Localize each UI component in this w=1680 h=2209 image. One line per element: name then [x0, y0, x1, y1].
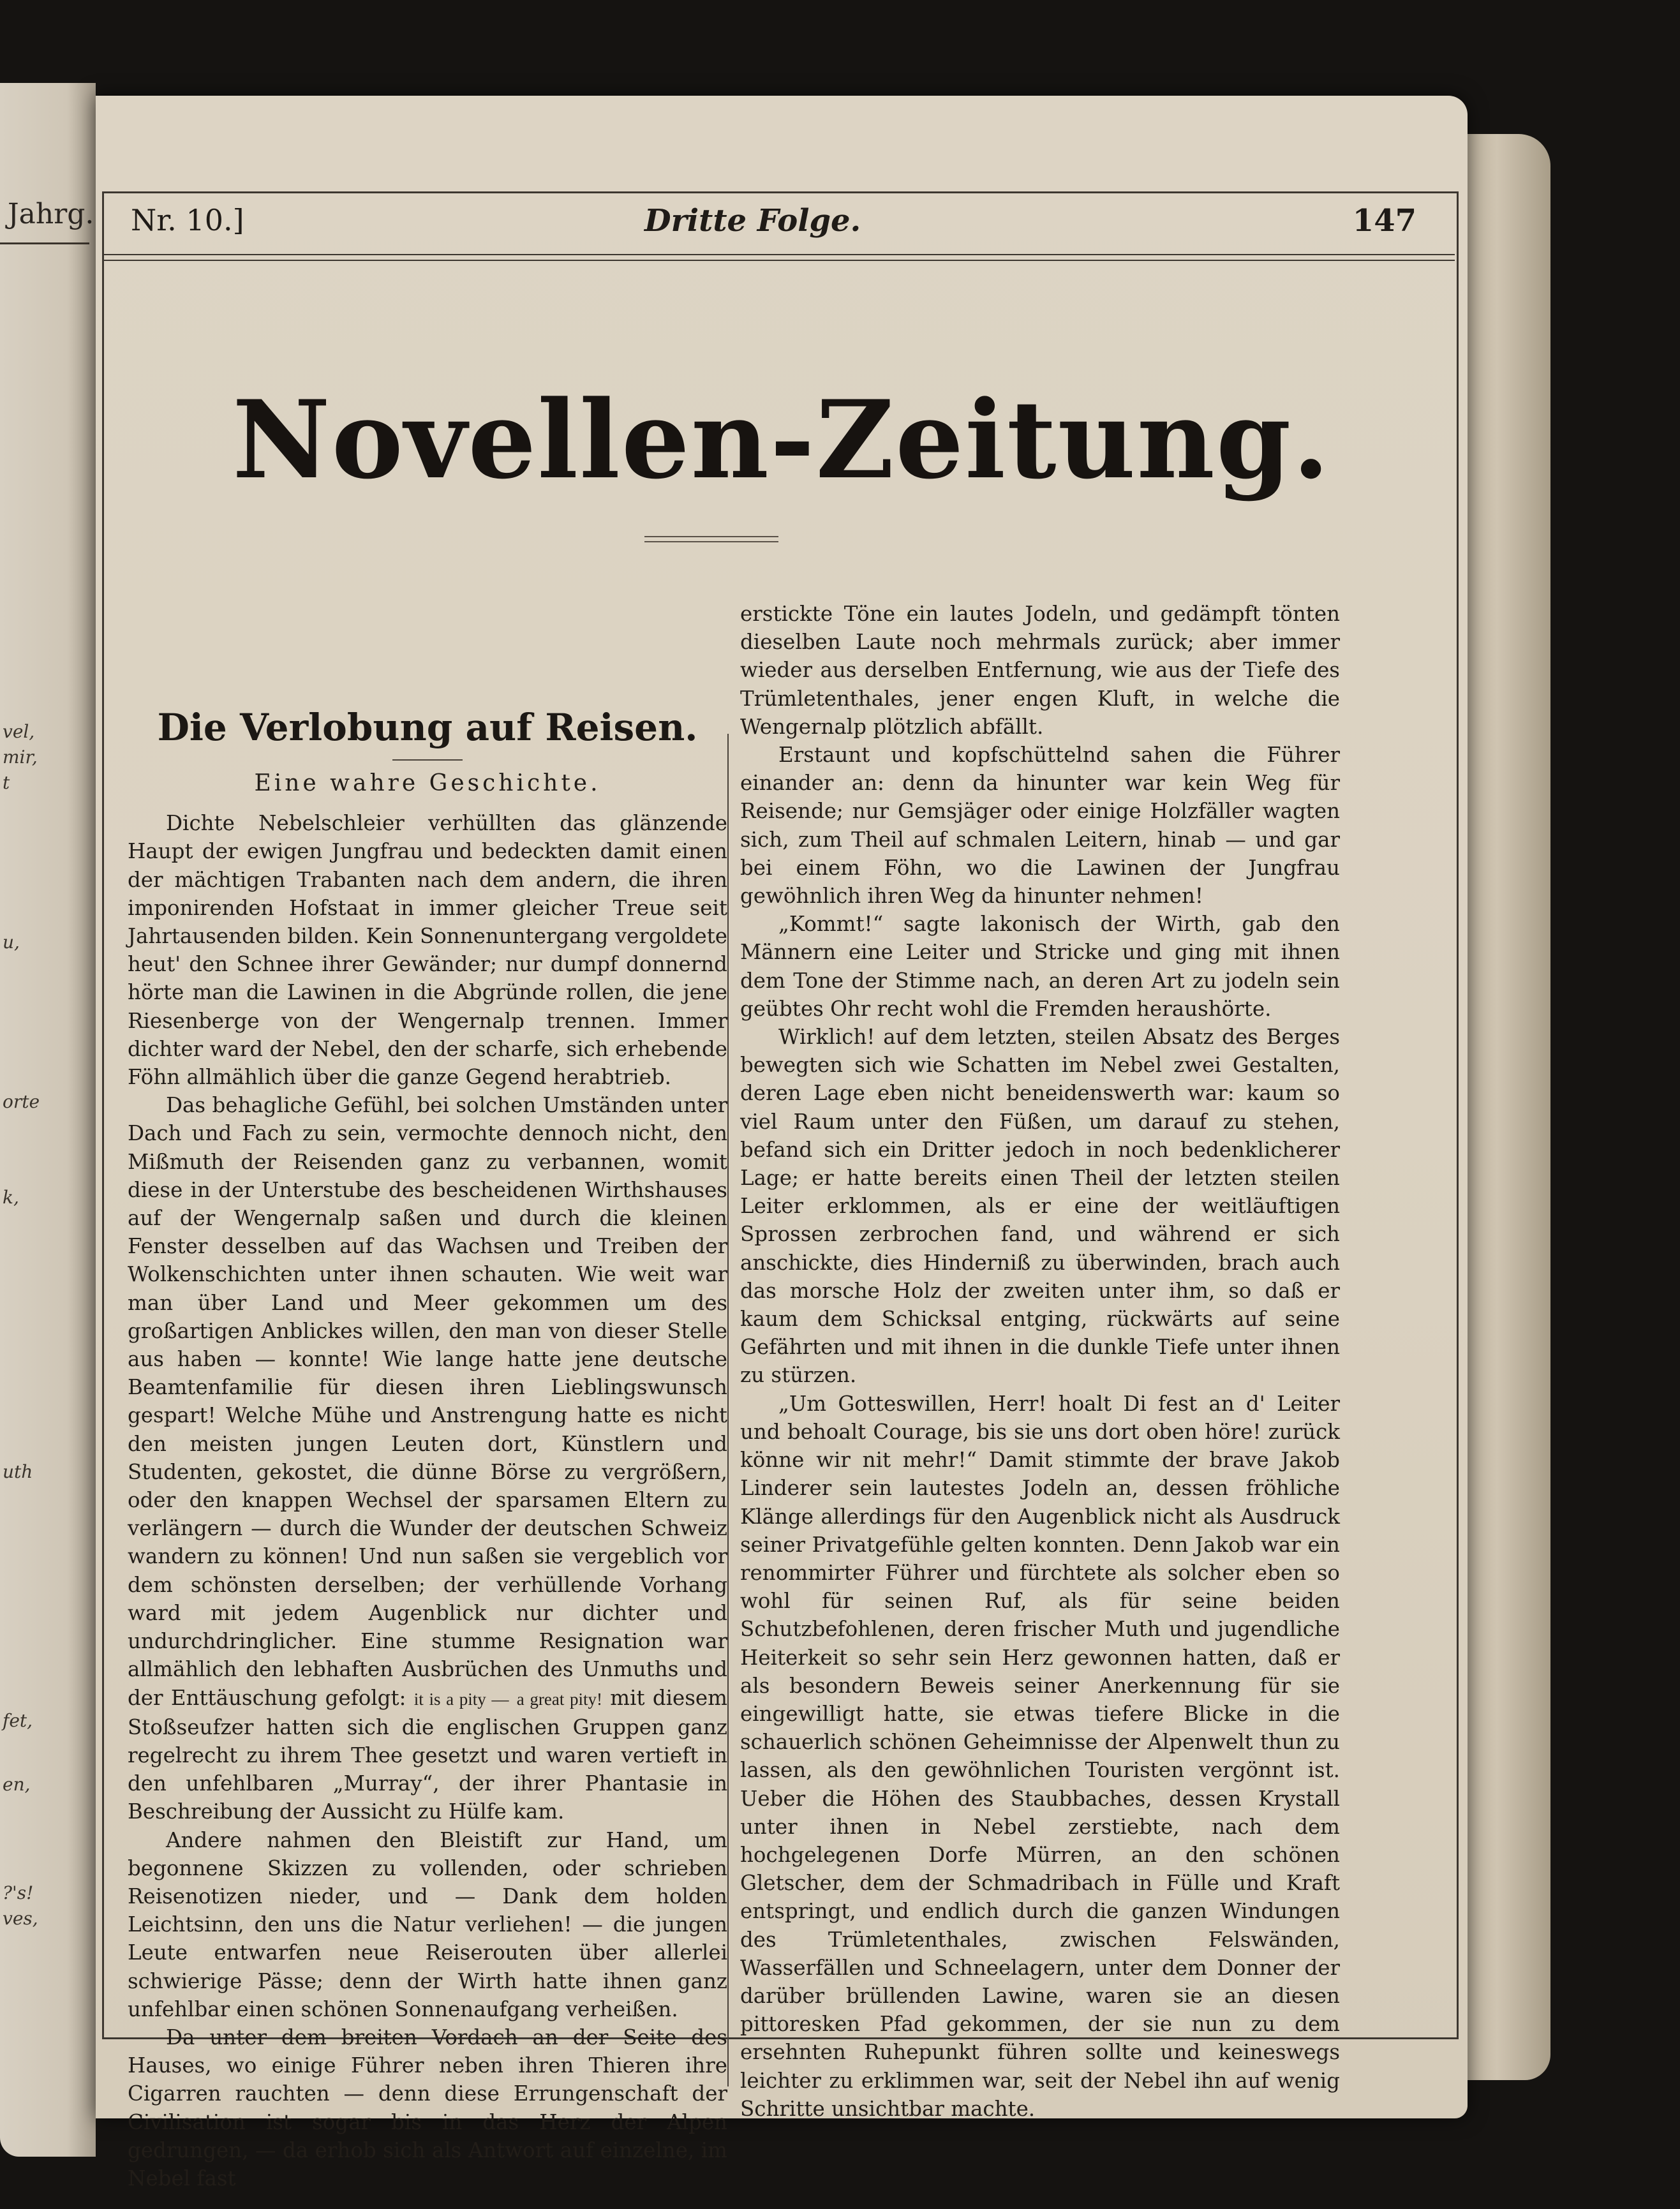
paragraph-text: Das behagliche Gefühl, bei solchen Umständen unter Dach und Fach zu sein, vermochte dennoch nicht, den Mißmuth der Reisenden ganz zu verbannen, womit diese in der Unterstube des bescheidenen Wirthshauses auf der Wengernalp saßen und durch die kleinen Fenster desselben auf das Wachsen und Treiben der Wolkenschichten unter ihnen schauten. Wie weit war man über Land und Meer gekommen um des großartigen Anblickes willen, den man von dieser Stelle aus haben — konnte! Wie lange hatte jene deutsche Beamtenfamilie für diesen ihren Lieblingswunsch gespart! Welche Mühe und Anstrengung hatte es nicht den meisten jungen Leuten dort, Künstlern und Studenten, gekostet, die dünne Börse zu vergrößern, oder den knappen Wechsel der sparsamen Eltern zu verlängern — durch die Wunder der deutschen Schweiz wandern zu können! Und nun saßen sie vergeblich vor dem schönsten derselben; der verhüllende Vorhang ward mit jedem Augenblick nur dichter und undurchdringlicher. Eine stumme Resignation war allmählich den lebhaften Ausbrüchen des Unmuths und der Enttäuschung gefolgt:	[128, 1093, 727, 1710]
series-label: Dritte Folge.	[644, 203, 861, 239]
paragraph: Da unter dem breiten Vordach an der Seite des Hauses, wo einige Führer neben ihren Thieren ihre Cigarren rauchten — denn diese Errungenschaft der Civilisation ist sogar bis in das Herz der Alpen gedrungen, — da erhob sich als Antwort auf einzelne, im Nebel fast	[128, 2025, 727, 2190]
header-rule	[102, 254, 1455, 261]
title-rule	[392, 759, 463, 761]
left-page-fragment: u,	[3, 932, 20, 953]
article-column-left	[128, 593, 727, 2192]
article-subtitle: Eine wahre Geschichte.	[254, 770, 601, 796]
masthead-title: Novellen-Zeitung.	[232, 376, 1331, 503]
paragraph-text: mit diesem Stoßseufzer hatten sich die englischen Gruppen ganz regelrecht zu ihrem Thee gesetzt und waren vertieft in den unfehlbaren „Murray“, der ihrer Phantasie in Beschreibung der Aussicht zu Hülfe kam.	[128, 1685, 727, 1824]
left-page-rule	[0, 242, 89, 244]
left-page-fragment: k,	[3, 1187, 19, 1208]
left-page-edge	[0, 83, 96, 2157]
paragraph: „Kommt!“ sagte lakonisch der Wirth, gab den Männern eine Leiter und Stricke und ging mit ihnen dem Tone der Stimme nach, an deren Art zu jodeln sein geübtes Ohr recht wohl die Fremden heraushörte.	[740, 912, 1340, 1021]
paragraph: Andere nahmen den Bleistift zur Hand, um begonnene Skizzen zu vollenden, oder schrieben Reisenotizen nieder, und — Dank dem holden Leichtsinn, den uns die Natur verliehen! — die jungen Leute entwarfen neue Reiserouten über allerlei schwierige Pässe; denn der Wirth hatte ihnen ganz unfehlbar einen schönen Sonnenaufgang verheißen.	[128, 1827, 727, 2021]
paragraph: Wirklich! auf dem letzten, steilen Absatz des Berges bewegten sich wie Schatten im Nebel zwei Gestalten, deren Lage eben nicht beneidenswerth war: kaum so viel Raum unter den Füßen, um darauf zu stehen, befand sich ein Dritter jedoch in noch bedenklicherer Lage; er hatte bereits einen Theil der letzten steilen Leiter erklommen, als er eine der weitläuftigen Sprossen zerbrochen fand, und während er sich anschickte, dies Hinderniß zu überwinden, brach auch das morsche Holz der zweiten unter ihm, so daß er kaum dem Schicksal entging, rückwärts auf seine Gefährten und mit ihnen in die dunkle Tiefe unter ihnen zu stürzen.	[740, 1025, 1340, 1388]
paragraph	[128, 1091, 727, 1826]
left-page-fragment: mir,	[3, 747, 38, 768]
page-number: 147	[1352, 203, 1416, 239]
left-page-fragment: ?'s!	[3, 1882, 34, 1903]
masthead-rule	[644, 536, 778, 542]
issue-number: Nr. 10.]	[131, 203, 244, 237]
running-header	[102, 198, 1455, 249]
left-page-fragment: ves,	[3, 1908, 38, 1929]
article-column-right	[740, 600, 1340, 2123]
paragraph: „Um Gotteswillen, Herr! hoalt Di fest an d' Leiter und behoalt Courage, bis sie uns dort oben höre! zurück könne wir nit mehr!“ Damit stimmte der brave Jakob Linderer sein lautestes Jodeln an, dessen fröhliche Klänge allerdings für den Augenblick nicht als Ausdruck seiner Privatgefühle gelten konnten. Denn Jakob war ein renommirter Führer und fürchtete als solcher eben so wohl für seinen Ruf, als für seine beiden Schutzbefohlenen, deren frischer Muth und jugendliche Heiterkeit so sehr sein Herz gewonnen hatten, daß er als besondern Beweis seiner Anerkennung für sie eingewilligt hatte, sie etwas tiefere Blicke in die schauerlich schönen Geheimnisse der Alpenwelt thun zu lassen, als den gewöhnlichen Touristen vergönnt ist. Ueber die Höhen des Staubbaches, dessen Krystall unter ihnen in Nebel zerstiebte, nach dem hochgelegenen Dorfe Mürren, an den schönen Gletscher, dem der Schmadribach in Fülle und Kraft entspringt, und endlich durch die ganzen Windungen des Trümletenthales, zwischen Felswänden, Wasserfällen und Schneelagern, unter dem Donner der darüber brüllenden Lawine, waren sie an diesen pittoresken Pfad gekommen, der sie nun zu dem ersehnten Ruhepunkt führen sollte und keineswegs leichter zu erklimmen war, seit der Nebel ihn auf wenig Schritte unsichtbar machte.	[740, 1391, 1340, 2121]
english-quote: a great pity!	[516, 1689, 603, 1709]
left-page-fragment: en,	[3, 1774, 31, 1795]
left-page-fragment: fet,	[3, 1710, 33, 1731]
left-page-fragment: vel,	[3, 721, 35, 742]
paragraph: Erstaunt und kopfschüttelnd sahen die Führer einander an: denn da hinunter war kein Weg für Reisende; nur Gemsjäger oder einige Holzfäller wagten sich, zum Theil auf schmalen Leitern, hinab — und gar bei einem Föhn, wo die Lawinen der Jungfrau gewöhnlich ihren Weg da hinunter nehmen!	[740, 743, 1340, 909]
page-stack-edge	[1461, 134, 1550, 2080]
column-divider	[727, 734, 729, 2086]
left-page-header: Jahrg.	[8, 198, 94, 230]
paragraph: erstickte Töne ein lautes Jodeln, und gedämpft tönten dieselben Laute noch mehrmals zurück; aber immer wieder aus derselben Entfernung, wie aus der Tiefe des Trümletenthales, jener engen Kluft, in welche die Wengernalp plötzlich abfällt.	[740, 602, 1340, 739]
left-page-fragment: orte	[3, 1091, 40, 1112]
paragraph: Dichte Nebelschleier verhüllten das glänzende Haupt der ewigen Jungfrau und bedeckten damit einen der mächtigen Trabanten nach dem andern, die ihren imponirenden Hofstaat in immer gleicher Treue seit Jahrtausenden bilden. Kein Sonnenuntergang vergoldete heut' den Schnee ihrer Gewänder; nur dumpf donnernd hörte man die Lawinen in die Abgründe rollen, die jene Riesenberge von der Wengernalp trennen. Immer dichter ward der Nebel, den der scharfe, sich erhebende Föhn allmählich über die ganze Gegend herabtrieb.	[128, 811, 727, 1090]
left-page-fragment: uth	[3, 1461, 33, 1482]
newspaper-page	[96, 96, 1468, 2190]
english-quote: it is a pity —	[413, 1689, 509, 1709]
article-title: Die Verlobung auf Reisen.	[157, 706, 698, 749]
left-page-fragment: t	[3, 772, 10, 793]
